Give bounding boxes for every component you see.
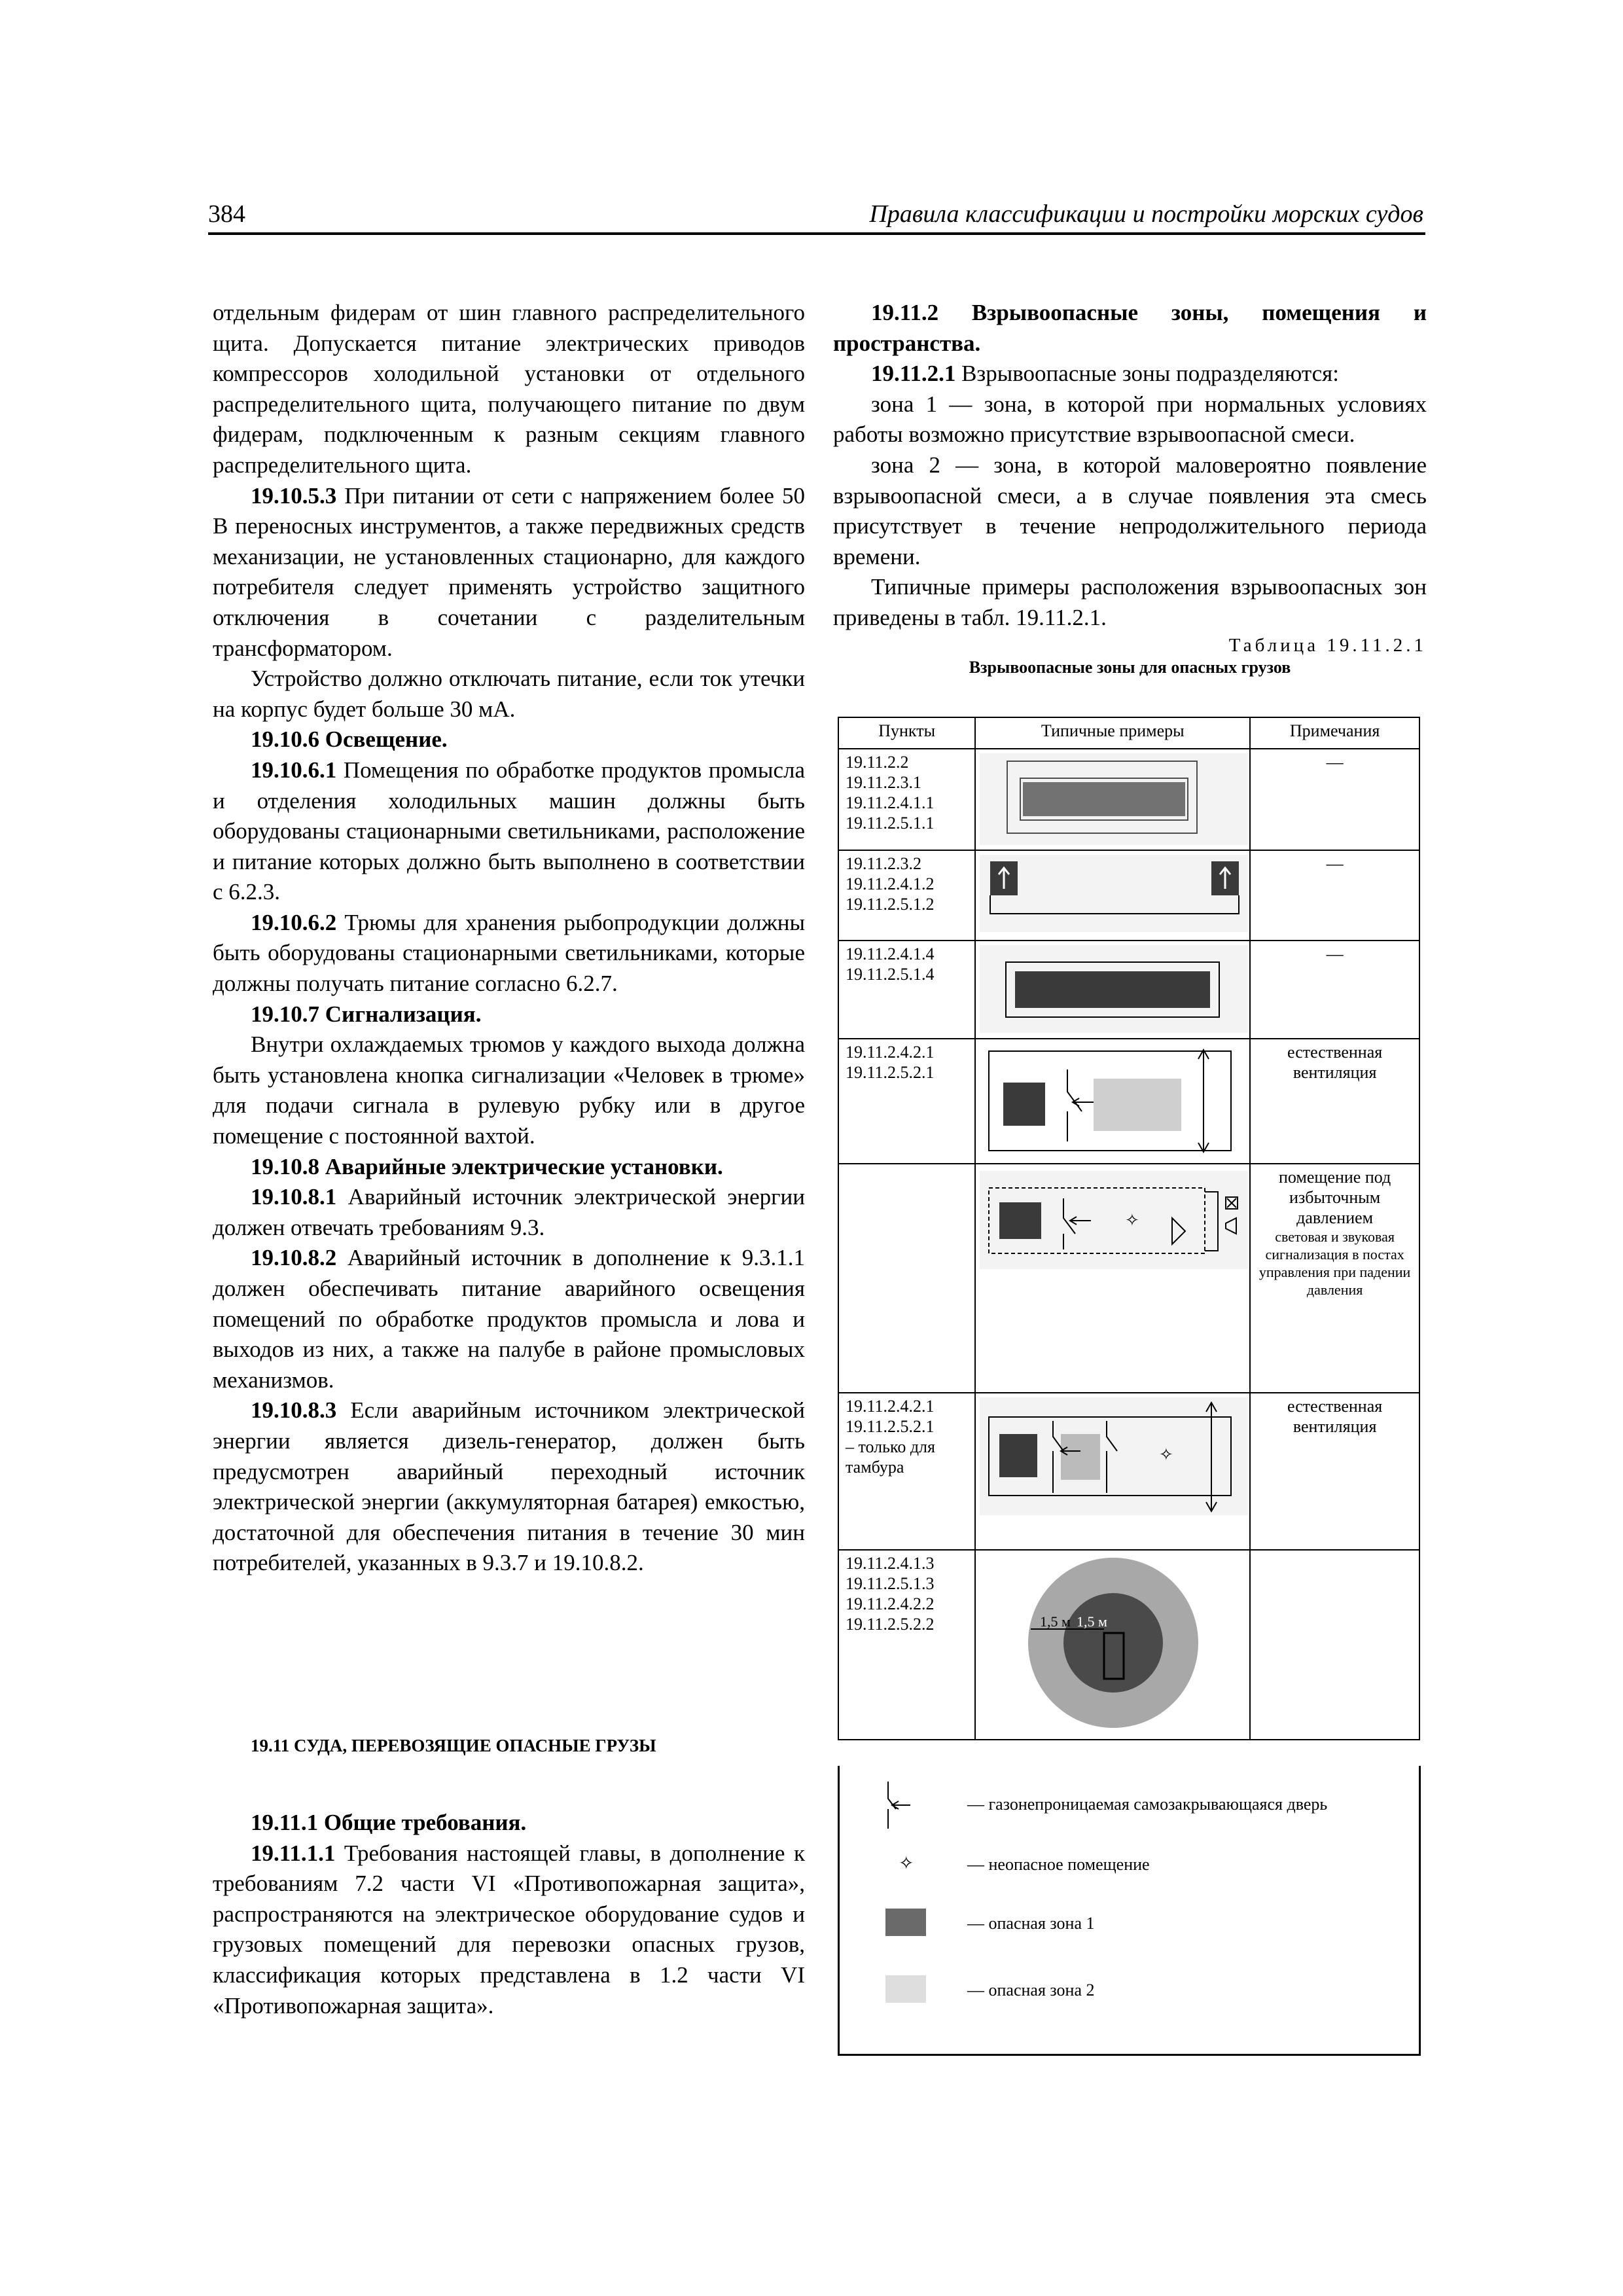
table-row [838,749,1419,850]
dimension-label: 1,5 м [1040,1613,1071,1630]
clause-text: Аварийный источник в дополнение к 9.3.1.1 должен обеспечивать питание аварийного освещения помещений по обработке продуктов промысла и лова и выходов из них, а также на палубе в районе промысловых механизмов. [213,1245,805,1393]
radius-zones-diagram [976,1554,1248,1731]
clause-refs [838,941,975,1039]
example-diagram [975,749,1250,850]
door-zone-diagram [976,1043,1248,1158]
table-row [838,1393,1419,1550]
note: — [1250,850,1419,941]
paragraph [213,1243,805,1395]
right-column [833,298,1427,678]
clause-ref: 19.11.2.4.2.1 [846,1043,935,1062]
safe-space-icon: ✧ [1125,1211,1140,1230]
paragraph: Типичные примеры расположения взрывоопасных зон приведены в табл. 19.11.2.1. [833,574,1427,630]
cargo-hold-diagram [976,753,1248,845]
paragraph [833,359,1427,389]
clause-text: Трюмы для хранения рыбопродукции должны быть оборудованы стационарными светильниками, которые должны получать питание согласно 6.2.7. [213,909,805,997]
clause-ref: 19.11.2.4.1.3 [846,1554,935,1573]
header-rule [208,232,1425,235]
zone2-area [1094,1079,1181,1131]
note: — [1250,749,1419,850]
clause-refs [838,749,975,850]
table-row [838,1550,1419,1740]
clause-number: 19.10.6.1 [251,757,337,783]
clause-text: Требования настоящей главы, в дополнение к требованиям 7.2 части VI «Противопожарная защита», распространяются на электрическое оборудование судов и грузовых помещений для перевозки опасных грузов, классификация которых представлена в 1.2 части VI «Противопожарная защита». [213,1840,805,2018]
clause-ref: 19.11.2.4.1.2 [846,874,935,893]
hazard-zones-table [838,717,1420,1740]
running-title: Правила классификации и постройки морских судов [869,200,1423,228]
note: естественная вентиляция [1250,1393,1419,1550]
zone1-area [1003,1083,1045,1126]
heading: 19.11.1 Общие требования. [251,1810,527,1835]
paragraph: зона 1 — зона, в которой при нормальных условиях работы возможно присутствие взрывоопасной смеси. [833,391,1427,448]
clause-ref: 19.11.2.5.1.1 [846,814,935,833]
clause-ref: 19.11.2.3.1 [846,773,922,792]
clause-refs [838,1164,975,1393]
clause-ref: 19.11.2.2 [846,753,909,772]
clause-ref: 19.11.2.5.1.3 [846,1574,935,1593]
clause-text: При питании от сети с напряжением более 50 В переносных инструментов, а также передвижных средств механизации, не установленных стационарно, для каждого потребителя следует применять устройство защитного отключения в сочетании с разделительным трансформатором. [213,482,805,661]
clause-number: 19.10.8.1 [251,1184,337,1210]
hold-diagram [976,945,1248,1033]
paragraph [213,1839,805,2022]
zone1-area [999,1202,1041,1239]
safe-space-icon: ✧ [899,1854,914,1874]
legend-zone1: — опасная зона 1 [967,1914,1095,1933]
paragraph [213,908,805,999]
zone2-area [980,855,1248,932]
vent-arrows-icon [1198,1050,1209,1152]
paragraph: Устройство должно отключать питание, если ток утечки на корпус будет больше 30 мА. [213,666,805,722]
clause-refs [838,1393,975,1550]
zone1-area [999,1434,1037,1477]
paragraph [213,1182,805,1243]
clause-number: 19.11.2.1 [871,361,956,387]
heading: 19.10.8 Аварийные электрические установки. [251,1153,723,1179]
left-column-bottom [213,1808,805,2021]
table-row [838,941,1419,1039]
paragraph: отдельным фидерам от шин главного распределительного щита. Допускается питание электрических приводов компрессоров холодильной установки от отдельного распределительного щита, получающего питание по двум фидерам, подключенным к разным секциям главного распределительного щита. [213,300,805,478]
clause-ref: 19.11.2.5.2.2 [846,1615,935,1634]
heading: 19.11.2 Взрывоопасные зоны, помещения и пространства. [833,300,1427,356]
clause-ref: 19.11.2.5.1.4 [846,965,935,984]
example-diagram [975,850,1250,941]
clause-text: Помещения по обработке продуктов промысла и отделения холодильных машин должны быть оборудованы стационарными светильниками, расположение и питание которых должно быть выполнено в соответствии с 6.2.3. [213,757,805,905]
left-column [213,298,805,1579]
zone1-area [1015,971,1210,1008]
page-number: 384 [208,200,245,228]
vent-diagram [976,855,1248,933]
clause-number: 19.11.1.1 [251,1840,336,1866]
table-row [838,1164,1419,1393]
clause-ref: 19.11.2.4.2.1 [846,1397,935,1416]
paragraph [213,481,805,664]
clause-ref: 19.11.2.5.2.1 [846,1063,935,1082]
clause-number: 19.10.8.3 [251,1397,337,1424]
section-title: 19.11 СУДА, ПЕРЕВОЗЯЩИЕ ОПАСНЫЕ ГРУЗЫ [251,1736,656,1755]
clause-text: Взрывоопасные зоны подразделяются: [955,361,1339,387]
clause-ref: 19.11.2.4.1.4 [846,944,935,963]
legend-door: — газонепроницаемая самозакрывающаяся дверь [967,1795,1328,1814]
clause-number: 19.10.8.2 [251,1245,337,1271]
note [1250,1550,1419,1740]
clause-text: Аварийный источник электрической энергии должен отвечать требованиям 9.3. [213,1184,805,1240]
zone2-swatch [885,1975,926,2003]
zone1-circle [1063,1593,1163,1693]
note: естественная вентиляция [1250,1039,1419,1164]
heading: 19.10.7 Сигнализация. [251,1001,482,1027]
clause-ref: 19.11.2.5.1.2 [846,895,935,914]
clause-text: Если аварийным источником электрической энергии является дизель-генератор, должен быть предусмотрен аварийный переходный источник электрической энергии (аккумуляторная батарея) емкостью, достаточной для обеспечения питания в течение 30 мин потребителей, указанных в 9.3.7 и 19.10.8.2. [213,1397,805,1576]
zone1-swatch [885,1909,926,1936]
clause-ref: 19.11.2.4.2.2 [846,1594,935,1613]
note: помещение под избыточным давлением [1279,1168,1391,1227]
table-row [838,850,1419,941]
note-cell [1250,1164,1419,1393]
dimension-label: 1,5 м [1077,1613,1108,1630]
arrow-left-icon [1073,1098,1094,1106]
door-symbol [1067,1069,1082,1141]
zone2-area [980,753,1248,845]
example-diagram [975,941,1250,1039]
paragraph: зона 2 — зона, в которой маловероятно появление взрывоопасной смеси, а в случае появления эта смесь присутствует в течение непродолжительного периода времени. [833,452,1427,569]
clause-ref: 19.11.2.3.2 [846,854,922,873]
clause-refs [838,1039,975,1164]
clause-refs [838,1550,975,1740]
table-caption: Таблица 19.11.2.1 [1228,634,1427,656]
clause-ref: 19.11.2.5.2.1 [846,1417,935,1436]
clause-number: 19.10.6.2 [251,909,337,935]
legend-safe: — неопасное помещение [967,1855,1150,1874]
pressurised-room-diagram [976,1168,1248,1273]
table-title: Взрывоопасные зоны для опасных грузов [969,657,1291,677]
paragraph: Внутри охлаждаемых трюмов у каждого выхода должна быть установлена кнопка сигнализации «Человек в трюме» для подачи сигнала в рулевую рубку или в другое помещение с постоянной вахтой. [213,1031,805,1149]
column-header: Типичные примеры [975,717,1250,749]
table-legend [838,1766,1421,2056]
example-diagram [975,1039,1250,1164]
column-header: Примечания [1250,717,1419,749]
clause-ref: – только для [846,1437,935,1456]
paragraph [213,1395,805,1579]
clause-refs [838,850,975,941]
table-header-row [838,717,1419,749]
example-diagram [975,1550,1250,1740]
example-diagram [975,1164,1250,1393]
legend-zone2: — опасная зона 2 [967,1981,1095,2000]
clause-ref: тамбура [846,1458,904,1477]
clause-number: 19.10.5.3 [251,482,337,509]
airlock-zone [1061,1434,1100,1480]
clause-ref: 19.11.2.4.1.1 [846,793,935,812]
heading: 19.10.6 Освещение. [251,726,448,753]
door-icon [879,1779,918,1831]
note-small: световая и звуковая сигнализация в постах управления при падении давления [1258,1229,1411,1298]
example-diagram [975,1393,1250,1550]
paragraph [213,755,805,908]
column-header: Пункты [838,717,975,749]
airlock-diagram [976,1397,1248,1515]
table-row [838,1039,1419,1164]
safe-space-icon: ✧ [1159,1445,1174,1464]
note: — [1250,941,1419,1039]
